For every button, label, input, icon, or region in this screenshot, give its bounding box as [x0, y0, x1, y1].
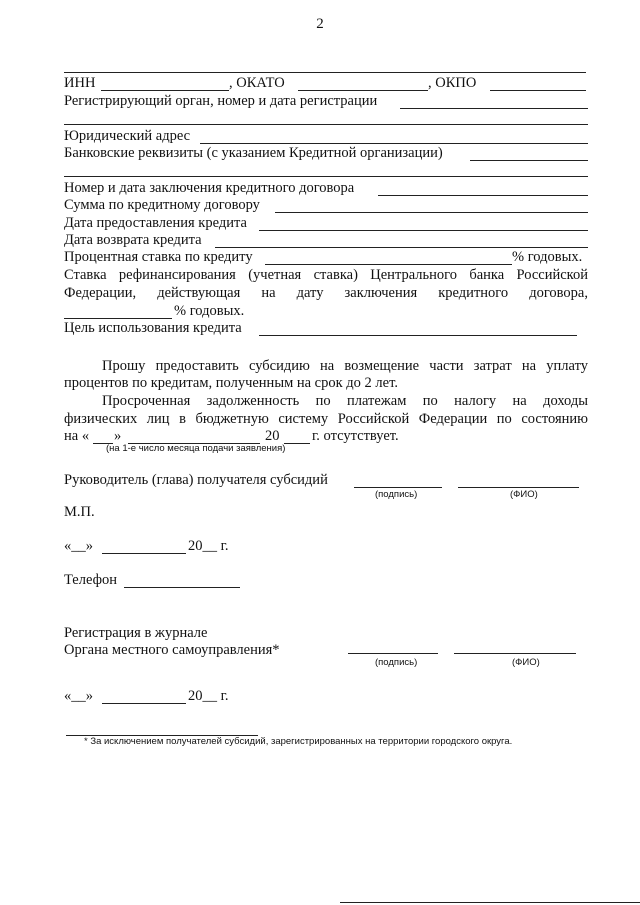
registration-line-1: Регистрация в журнале	[64, 625, 208, 641]
phone-field[interactable]	[124, 587, 240, 588]
reg-organ-field-2[interactable]	[64, 124, 588, 125]
bank-details-field-2[interactable]	[64, 176, 588, 177]
debt-line-1: Просроченная задолженность по платежам по налогу на доходы	[102, 393, 588, 409]
registration-signature-field[interactable]	[348, 653, 438, 654]
phone-label: Телефон	[64, 572, 117, 588]
okato-field[interactable]	[298, 90, 428, 91]
loan-issue-date-field[interactable]	[259, 230, 588, 231]
registration-date-year: 20__ г.	[188, 688, 229, 704]
refinancing-rate-field[interactable]	[64, 318, 172, 319]
loan-issue-date-label: Дата предоставления кредита	[64, 215, 247, 231]
head-signature-label: Руководитель (глава) получателя субсидий	[64, 472, 328, 488]
bank-details-field[interactable]	[470, 160, 588, 161]
loan-return-date-field[interactable]	[215, 247, 588, 248]
legal-address-field[interactable]	[200, 143, 588, 144]
stamp-label: М.П.	[64, 504, 95, 520]
debt-year-label: 20	[265, 428, 280, 444]
interest-rate-field[interactable]	[265, 264, 512, 265]
signature-date-year: 20__ г.	[188, 538, 229, 554]
bottom-edge-line	[340, 902, 640, 903]
head-fio-caption: (ФИО)	[510, 489, 538, 500]
request-line-2: процентов по кредитам, полученным на срок до 2 лет.	[64, 375, 398, 391]
okato-label: , ОКАТО	[229, 75, 285, 91]
head-fio-field[interactable]	[458, 487, 579, 488]
registration-line-2: Органа местного самоуправления*	[64, 642, 280, 658]
loan-purpose-label: Цель использования кредита	[64, 320, 242, 336]
reg-organ-field[interactable]	[400, 108, 588, 109]
debt-date-caption: (на 1-е число месяца подачи заявления)	[106, 443, 286, 454]
registration-month-field[interactable]	[102, 703, 186, 704]
head-signature-caption: (подпись)	[375, 489, 418, 500]
debt-line-2: физических лиц в бюджетную систему Российской Федерации по состоянию	[64, 411, 588, 427]
refinancing-line-2: Федерации, действующая на дату заключения кредитного договора,	[64, 285, 588, 301]
refinancing-line-1: Ставка рефинансирования (учетная ставка) Центрального банка Российской	[64, 267, 588, 283]
interest-rate-label: Процентная ставка по кредиту	[64, 249, 253, 265]
loan-return-date-label: Дата возврата кредита	[64, 232, 202, 248]
legal-address-label: Юридический адрес	[64, 128, 191, 144]
request-line-1: Прошу предоставить субсидию на возмещение части затрат на уплату	[102, 358, 588, 374]
page-number: 2	[316, 16, 324, 32]
okpo-field[interactable]	[490, 90, 586, 91]
loan-amount-field[interactable]	[275, 212, 588, 213]
loan-contract-field[interactable]	[378, 195, 588, 196]
registration-fio-caption: (ФИО)	[512, 657, 540, 668]
debt-date-close-quote: »	[114, 428, 122, 444]
footnote-text: * За исключением получателей субсидий, зарегистрированных на территории городского округа.	[84, 736, 513, 747]
debt-suffix: г. отсутствует.	[312, 428, 399, 444]
bank-details-label: Банковские реквизиты (с указанием Кредитной организации)	[64, 145, 443, 161]
registration-fio-field[interactable]	[454, 653, 576, 654]
refinancing-rate-suffix: % годовых.	[174, 303, 245, 319]
loan-contract-label: Номер и дата заключения кредитного договора	[64, 180, 355, 196]
registration-signature-caption: (подпись)	[375, 657, 418, 668]
top-separator	[64, 72, 586, 73]
loan-amount-label: Сумма по кредитному договору	[64, 197, 260, 213]
signature-month-field[interactable]	[102, 553, 186, 554]
registration-date-prefix: «__»	[64, 688, 93, 704]
debt-date-prefix: на «	[64, 428, 90, 444]
inn-label: ИНН	[64, 75, 96, 91]
signature-date-prefix: «__»	[64, 538, 93, 554]
debt-year-field[interactable]	[284, 443, 310, 444]
inn-field[interactable]	[101, 90, 229, 91]
okpo-label: , ОКПО	[428, 75, 477, 91]
head-signature-field[interactable]	[354, 487, 442, 488]
interest-rate-suffix: % годовых.	[512, 249, 583, 265]
reg-organ-label: Регистрирующий орган, номер и дата регистрации	[64, 93, 378, 109]
loan-purpose-field[interactable]	[259, 335, 577, 336]
